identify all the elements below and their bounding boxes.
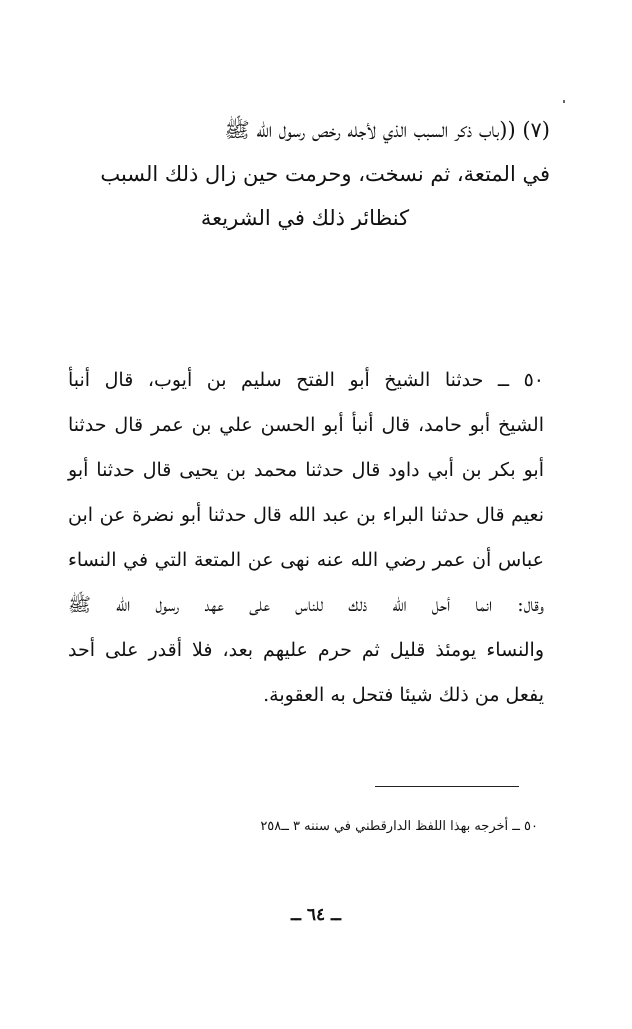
heading-line: في المتعة، ثم نسخت، وحرمت حين زال ذلك السبب [100,162,550,186]
body-line: نعيم قال حدثنا البراء بن عبد الله قال حدثنا أبو نضرة عن ابن [68,504,544,526]
body-line: والنساء يومئذ قليل ثم حرم عليهم بعد، فلا أقدر على أحد [68,639,544,661]
body-line: ٥٠ ــ حدثنا الشيخ أبو الفتح سليم بن أيوب، قال أنبأ [68,369,544,391]
body-line: أبو بكر بن أبي داود قال حدثنا محمد بن يحيى قال حدثنا أبو [68,459,544,481]
scan-speck [563,100,565,103]
heading-line: كنظائر ذلك في الشريعة [200,206,410,230]
page-number: ــ ٦٤ ــ [290,905,342,925]
body-line: الشيخ أبو حامد، قال أنبأ أبو الحسن علي بن عمر قال حدثنا [68,414,544,436]
footnote-divider [375,786,519,787]
hadith-text [68,358,544,718]
body-line: عباس أن عمر رضي الله عنه نهى عن المتعة التي في النساء [68,549,544,571]
body-line: يفعل من ذلك شيئا فتحل به العقوبة. [263,684,544,706]
footnote: ٥٠ ــ أخرجه بهذا اللفظ الدارقطني في سننه ٣ ــ٢٥٨ [260,819,538,834]
chapter-heading [60,108,550,240]
heading-line: (٧) ((باب ذكر السبب الذي لأجله رخص رسول الله ﷺ [224,118,550,142]
body-line: وقال: انما أحل الله ذلك للناس على عهد رسول الله ﷺ [68,594,544,616]
